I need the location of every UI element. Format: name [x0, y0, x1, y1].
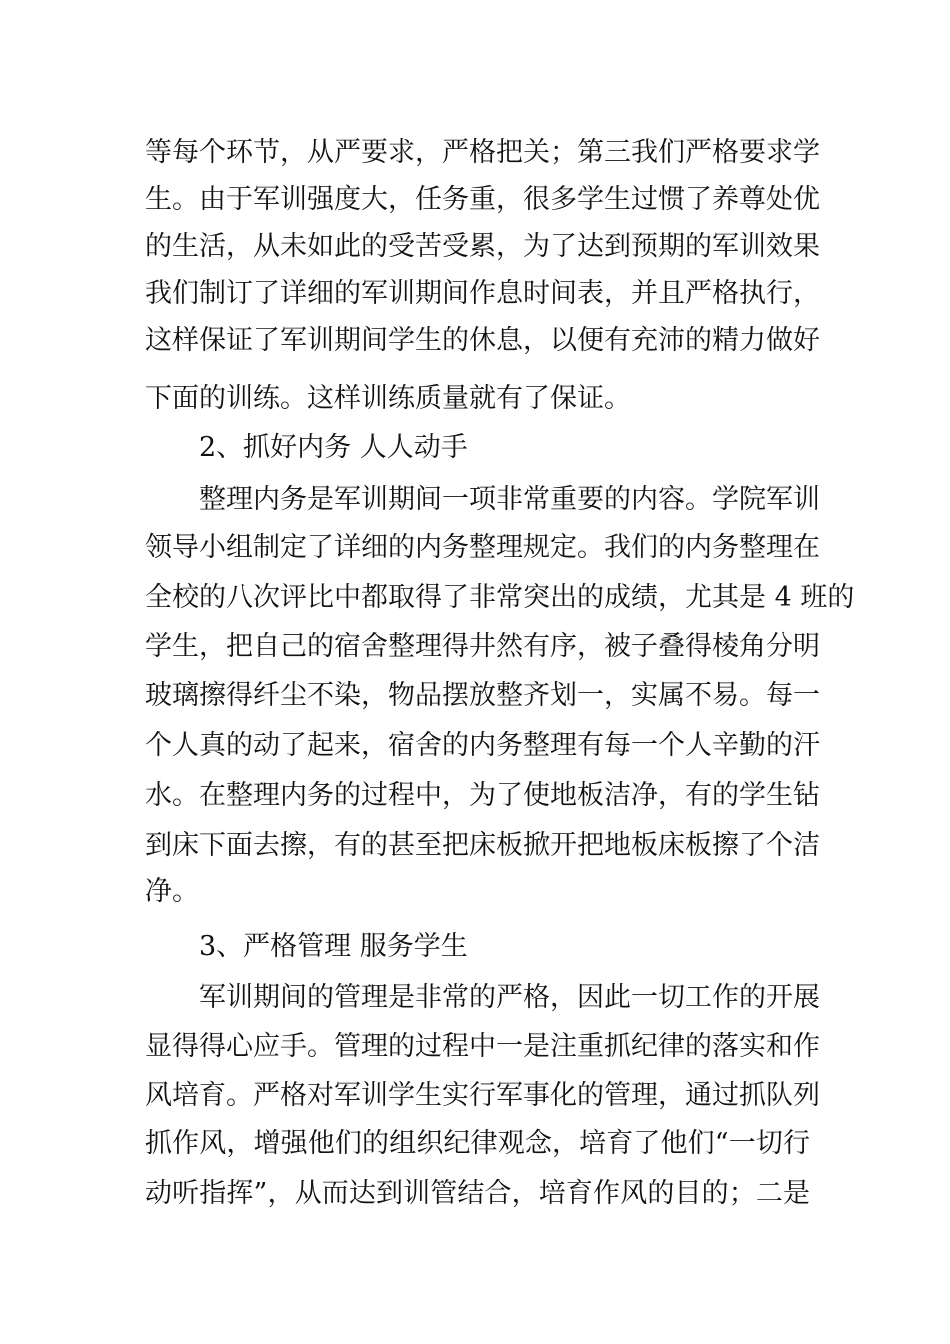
text-line: 等每个环节，从严要求，严格把关；第三我们严格要求学 [145, 137, 820, 168]
text-line: 动听指挥”，从而达到训管结合，培育作风的目的；二是 [145, 1178, 810, 1209]
text-line: 这样保证了军训期间学生的休息，以便有充沛的精力做好 [145, 325, 820, 356]
text-line: 全校的八次评比中都取得了非常突出的成绩，尤其是 4 班的 [145, 582, 855, 613]
text-line: 下面的训练。这样训练质量就有了保证。 [145, 383, 631, 414]
text-line: 个人真的动了起来，宿舍的内务整理有每一个人辛勤的汗 [145, 730, 820, 761]
text-line: 领导小组制定了详细的内务整理规定。我们的内务整理在 [145, 532, 820, 563]
section-heading: 2、抓好内务 人人动手 [199, 432, 468, 463]
text-line: 学生，把自己的宿舍整理得井然有序，被子叠得棱角分明 [145, 631, 820, 662]
text-line: 生。由于军训强度大，任务重，很多学生过惯了养尊处优 [145, 184, 820, 215]
text-line: 整理内务是军训期间一项非常重要的内容。学院军训 [199, 484, 820, 515]
text-line: 我们制订了详细的军训期间作息时间表，并且严格执行， [145, 278, 820, 309]
text-line: 的生活，从未如此的受苦受累，为了达到预期的军训效果 [145, 231, 820, 262]
text-line: 净。 [145, 876, 199, 907]
text-line: 水。在整理内务的过程中，为了使地板洁净，有的学生钻 [145, 780, 820, 811]
text-line: 抓作风，增强他们的组织纪律观念，培育了他们“一切行 [145, 1128, 810, 1159]
text-line: 显得得心应手。管理的过程中一是注重抓纪律的落实和作 [145, 1031, 820, 1062]
text-line: 到床下面去擦，有的甚至把床板掀开把地板床板擦了个洁 [145, 830, 820, 861]
section-heading: 3、严格管理 服务学生 [199, 931, 468, 962]
text-line: 玻璃擦得纤尘不染，物品摆放整齐划一，实属不易。每一 [145, 680, 820, 711]
text-line: 军训期间的管理是非常的严格，因此一切工作的开展 [199, 982, 820, 1013]
text-line: 风培育。严格对军训学生实行军事化的管理，通过抓队列 [145, 1080, 820, 1111]
